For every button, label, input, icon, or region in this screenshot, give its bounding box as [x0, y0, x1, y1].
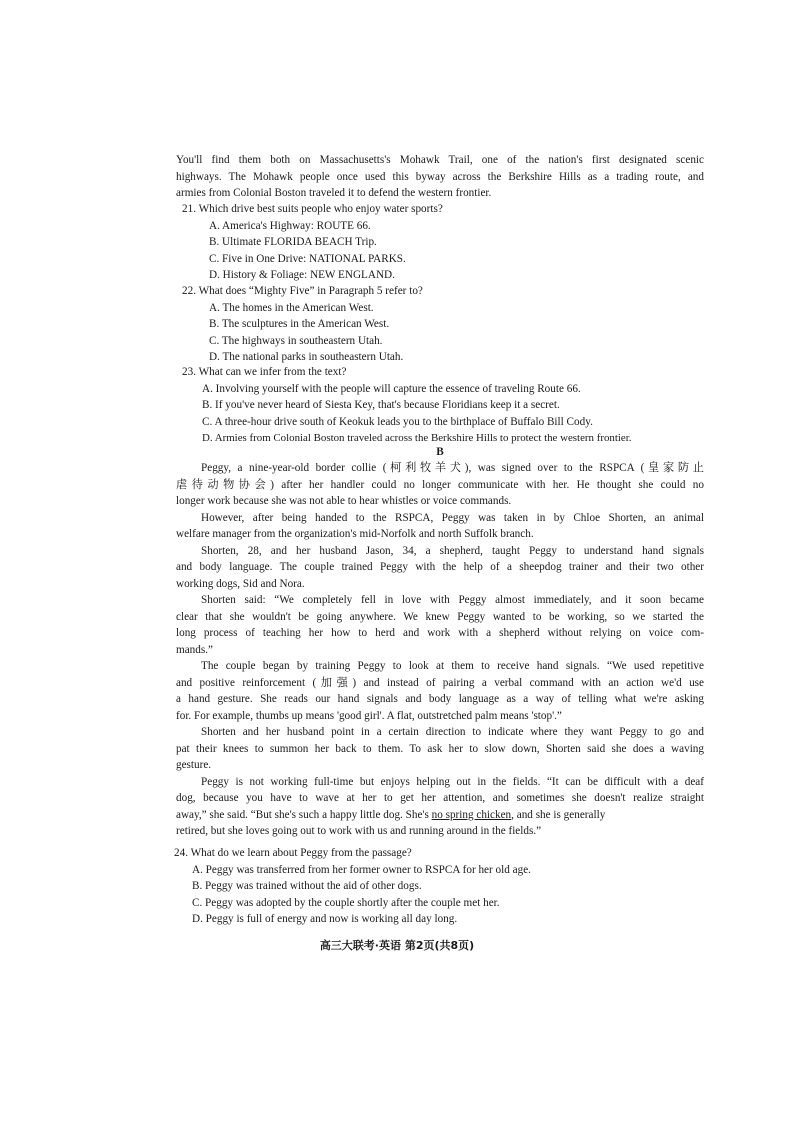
- question-stem: 23. What can we infer from the text?: [182, 366, 347, 378]
- option-d: D. History & Foliage: NEW ENGLAND.: [209, 269, 395, 281]
- passage-line: mands.”: [176, 643, 213, 656]
- passage-line: and positive reinforcement (加强) and instead of pairing a verbal command with an action we'd use: [176, 676, 704, 689]
- section-heading: B: [436, 446, 444, 458]
- passage-line: and body language. The couple trained Peggy with the help of a sheepdog trainer and their two other: [176, 561, 704, 573]
- passage-line: clear that she wouldn't be going anywhere. We knew Peggy wanted to be working, so we started the: [176, 610, 704, 623]
- option-d: D. Armies from Colonial Boston traveled across the Berkshire Hills to protect the western frontier.: [202, 432, 632, 444]
- option-b: B. Ultimate FLORIDA BEACH Trip.: [209, 236, 377, 248]
- passage-line: You'll find them both on Massachusetts's Mohawk Trail, one of the nation's first designated scenic: [176, 154, 704, 166]
- option-c: C. A three-hour drive south of Keokuk leads you to the birthplace of Buffalo Bill Cody.: [202, 415, 593, 428]
- passage-line: Shorten, 28, and her husband Jason, 34, a shepherd, taught Peggy to understand hand signals: [201, 544, 704, 557]
- passage-a-ending: [176, 152, 704, 202]
- passage-line: However, after being handed to the RSPCA, Peggy was taken in by Chloe Shorten, an animal: [201, 511, 704, 524]
- option-a: A. Involving yourself with the people will capture the essence of traveling Route 66.: [202, 382, 581, 395]
- question-22: [182, 283, 710, 366]
- passage-b: [176, 460, 704, 840]
- passage-line: Peggy is not working full-time but enjoys helping out in the fields. “It can be difficult with a deaf: [201, 775, 704, 788]
- option-b: B. Peggy was trained without the aid of other dogs.: [192, 880, 422, 892]
- underlined-phrase: no spring chicken: [431, 808, 512, 821]
- passage-line: highways. The Mohawk people once used this byway across the Berkshire Hills as a trading route, and: [176, 170, 704, 183]
- option-c: C. Five in One Drive: NATIONAL PARKS.: [209, 252, 406, 265]
- passage-line: pat their knees to summon her back to them. To ask her to slow down, Shorten said she does a waving: [176, 742, 704, 755]
- passage-line-with-underline: [176, 807, 704, 824]
- passage-line: welfare manager from the organization's mid-Norfolk and north Suffolk branch.: [176, 528, 534, 540]
- option-a: A. America's Highway: ROUTE 66.: [209, 219, 371, 232]
- passage-line: Peggy, a nine-year-old border collie (柯利牧羊犬), was signed over to the RSPCA (皇家防止: [201, 462, 704, 474]
- option-a: A. The homes in the American West.: [209, 301, 374, 314]
- question-stem: 22. What does “Mighty Five” in Paragraph 5 refer to?: [182, 285, 423, 297]
- question-21: [182, 201, 710, 284]
- question-stem: 21. Which drive best suits people who enjoy water sports?: [182, 203, 443, 215]
- option-d: D. The national parks in southeastern Utah.: [209, 351, 404, 363]
- question-23: [182, 364, 704, 447]
- option-c: C. The highways in southeastern Utah.: [209, 334, 383, 347]
- passage-line: a hand gesture. She reads our hand signals and body language as a way of telling what we're asking: [176, 693, 704, 705]
- option-a: A. Peggy was transferred from her former owner to RSPCA for her old age.: [192, 863, 531, 876]
- passage-line: 虐待动物协会) after her handler could no longer communicate with her. He thought she could no: [176, 478, 704, 491]
- option-d: D. Peggy is full of energy and now is working all day long.: [192, 913, 458, 925]
- option-c: C. Peggy was adopted by the couple shortly after the couple met her.: [192, 896, 500, 909]
- passage-text: away,” she said. “But she's such a happy little dog. She's: [176, 808, 432, 821]
- question-24: [174, 845, 702, 928]
- passage-line: The couple began by training Peggy to look at them to receive hand signals. “We used repetitive: [201, 660, 704, 672]
- passage-line: gesture.: [176, 759, 212, 771]
- passage-line: longer work because she was not able to hear whistles or voice commands.: [176, 495, 512, 507]
- passage-line: Shorten and her husband point in a certain direction to indicate where they want Peggy to go and: [201, 726, 704, 738]
- section-b-heading: [176, 444, 704, 461]
- passage-line: Shorten said: “We completely fell in love with Peggy almost immediately, and it soon became: [201, 594, 704, 606]
- passage-line: armies from Colonial Boston traveled it to defend the western frontier.: [176, 187, 492, 199]
- page-footer: 高三大联考·英语 第2页(共8页): [319, 939, 475, 952]
- passage-line: for. For example, thumbs up means 'good girl'. A flat, outstretched palm means 'stop'.”: [176, 709, 562, 722]
- passage-line: retired, but she loves going out to work with us and running around in the fields.”: [176, 825, 542, 837]
- question-stem: 24. What do we learn about Peggy from the passage?: [174, 847, 412, 859]
- passage-text: , and she is generally: [511, 808, 606, 821]
- option-b: B. If you've never heard of Siesta Key, that's because Floridians keep it a secret.: [202, 399, 560, 411]
- passage-line: dog, because you have to wave at her to get her attention, and sometimes she doesn't realize straight: [176, 792, 704, 804]
- option-b: B. The sculptures in the American West.: [209, 318, 390, 330]
- passage-line: long process of teaching her how to herd and work with a shepherd without relying on voice com-: [176, 627, 704, 639]
- passage-line: working dogs, Sid and Nora.: [176, 577, 305, 590]
